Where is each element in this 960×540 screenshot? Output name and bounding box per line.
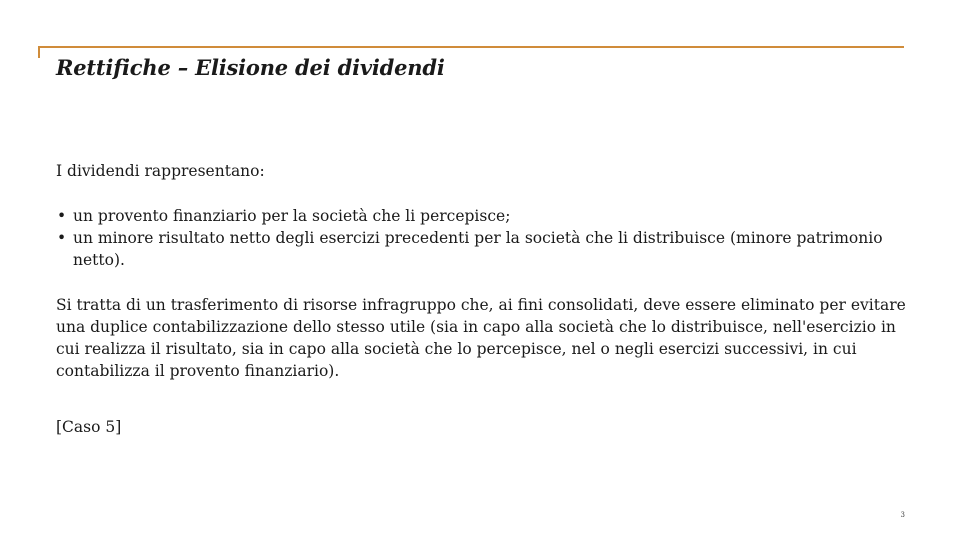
- intro-text: I dividendi rappresentano:: [56, 162, 265, 180]
- bullet-text: un provento finanziario per la società che li percepisce;: [73, 207, 511, 225]
- slide-title: Rettifiche – Elisione dei dividendi: [56, 55, 445, 80]
- bullet-text: un minore risultato netto degli esercizi precedenti per la società che li distribuisce (minore patrimonio netto).: [73, 229, 883, 269]
- page-number: 3: [900, 511, 905, 519]
- bullet-dot-icon: •: [57, 229, 67, 247]
- header-rule-corner: [38, 46, 40, 58]
- bullet-item: [56, 227, 906, 271]
- slide-body: [56, 160, 906, 438]
- bullet-item: [56, 205, 906, 227]
- case-reference: [Caso 5]: [56, 418, 122, 436]
- bullet-list: [56, 205, 906, 271]
- bullet-dot-icon: •: [57, 207, 67, 225]
- body-paragraph: Si tratta di un trasferimento di risorse infragruppo che, ai fini consolidati, deve essere eliminato per evitare una duplice contabilizzazione dello stesso utile (sia in capo alla società che lo distribuisce, nell'esercizio in cui realizza il risultato, sia in capo alla società che lo percepisce, nel o negli esercizi successivi, in cui contabilizza il provento finanziario).: [56, 296, 906, 380]
- header-rule: [38, 46, 904, 48]
